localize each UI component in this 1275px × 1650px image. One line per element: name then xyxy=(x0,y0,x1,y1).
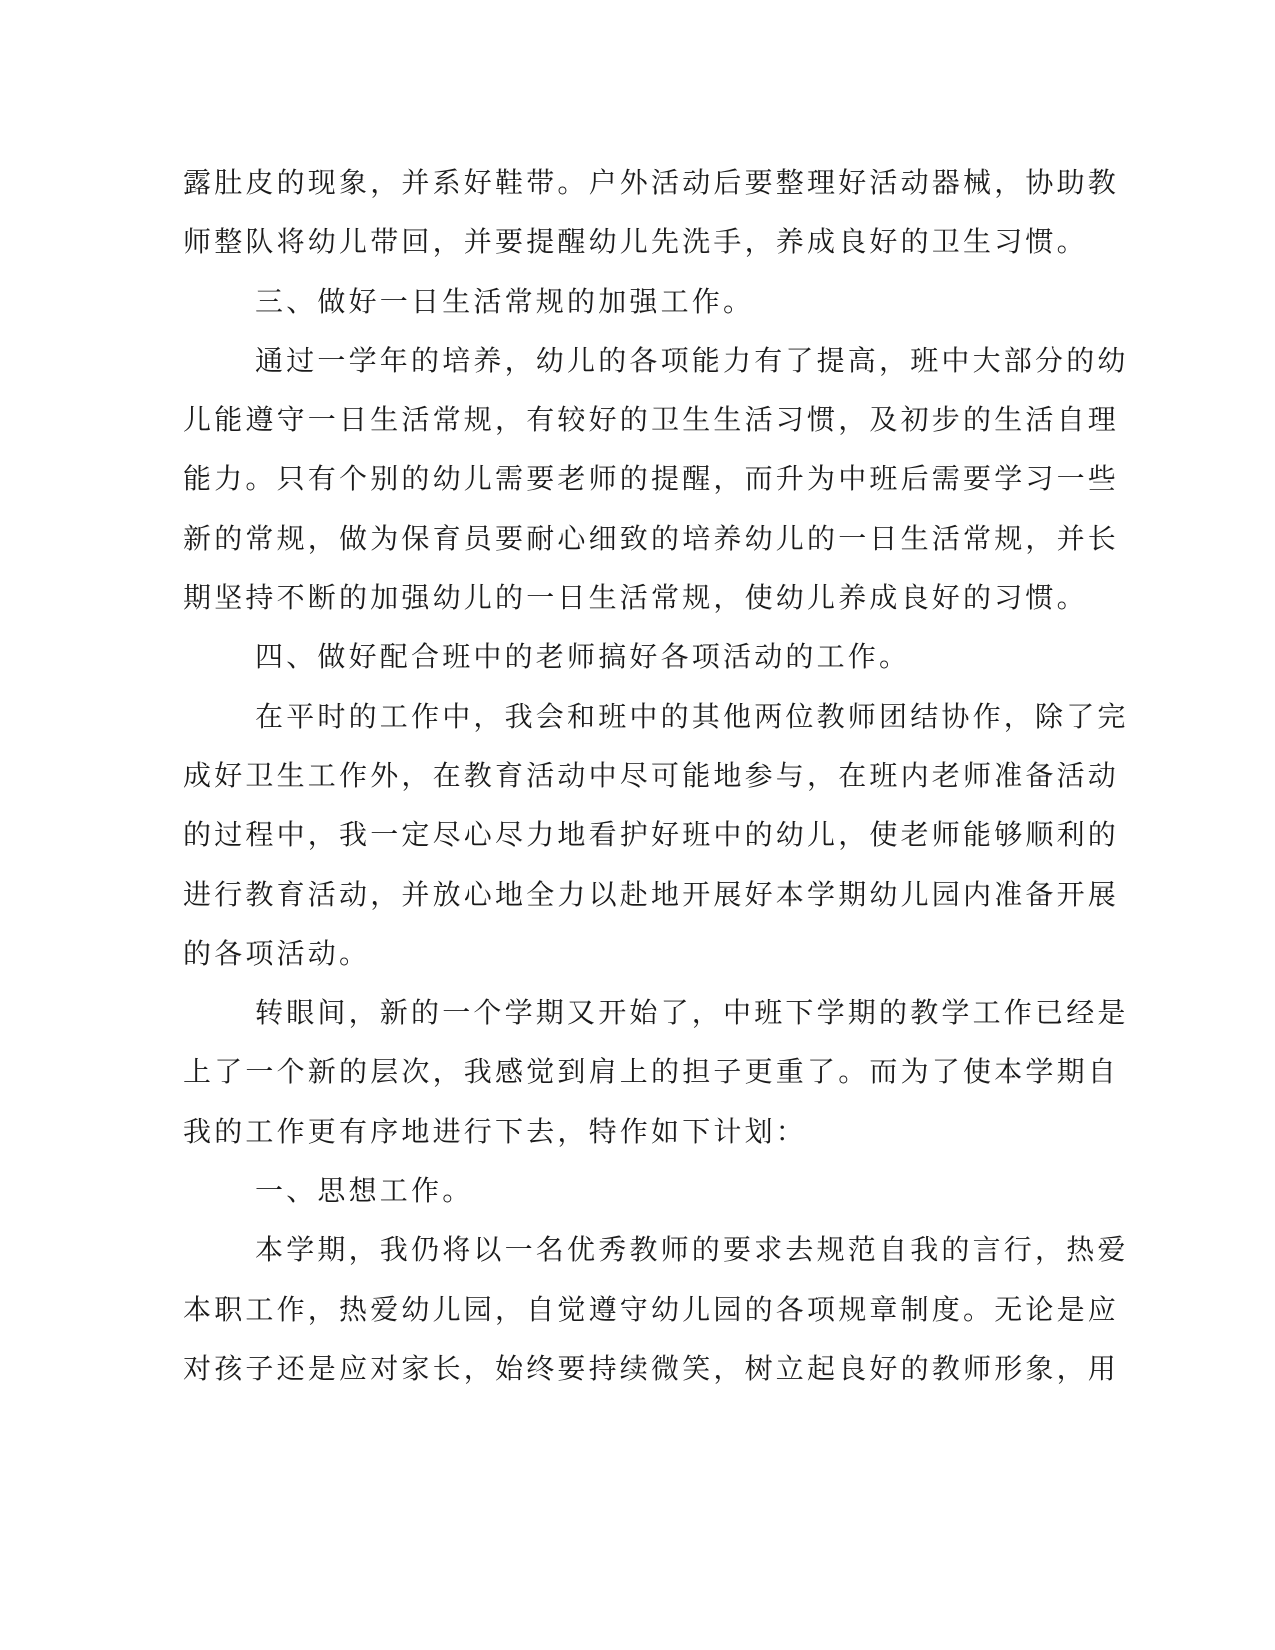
section-heading-3: 三、做好一日生活常规的加强工作。 xyxy=(255,284,755,318)
text-line-15: 转眼间，新的一个学期又开始了，中班下学期的教学工作已经是 xyxy=(255,996,1129,1030)
text-line-17: 我的工作更有序地进行下去，特作如下计划： xyxy=(183,1114,808,1148)
text-line-7: 新的常规，做为保育员要耐心细致的培养幼儿的一日生活常规，并长 xyxy=(183,521,1120,555)
text-line-20: 本职工作，热爱幼儿园，自觉遵守幼儿园的各项规章制度。无论是应 xyxy=(183,1292,1120,1326)
text-line-12: 的过程中，我一定尽心尽力地看护好班中的幼儿，使老师能够顺利的 xyxy=(183,818,1120,852)
text-line-5: 儿能遵守一日生活常规，有较好的卫生生活习惯，及初步的生活自理 xyxy=(183,403,1120,437)
text-line-19: 本学期，我仍将以一名优秀教师的要求去规范自我的言行，热爱 xyxy=(255,1233,1129,1267)
text-line-4: 通过一学年的培养，幼儿的各项能力有了提高，班中大部分的幼 xyxy=(255,343,1129,377)
section-heading-4: 四、做好配合班中的老师搞好各项活动的工作。 xyxy=(255,640,911,674)
text-line-8: 期坚持不断的加强幼儿的一日生活常规，使幼儿养成良好的习惯。 xyxy=(183,581,1088,615)
text-line-21: 对孩子还是应对家长，始终要持续微笑，树立起良好的教师形象，用 xyxy=(183,1351,1120,1385)
text-line-10: 在平时的工作中，我会和班中的其他两位教师团结协作，除了完 xyxy=(255,699,1129,733)
text-line-16: 上了一个新的层次，我感觉到肩上的担子更重了。而为了使本学期自 xyxy=(183,1055,1120,1089)
text-line-13: 进行教育活动，并放心地全力以赴地开展好本学期幼儿园内准备开展 xyxy=(183,877,1120,911)
text-line-1: 露肚皮的现象，并系好鞋带。户外活动后要整理好活动器械，协助教 xyxy=(183,166,1120,199)
text-line-14: 的各项活动。 xyxy=(183,936,371,970)
text-line-6: 能力。只有个别的幼儿需要老师的提醒，而升为中班后需要学习一些 xyxy=(183,462,1120,496)
document-body xyxy=(183,153,1129,1398)
text-line-11: 成好卫生工作外，在教育活动中尽可能地参与，在班内老师准备活动 xyxy=(183,758,1120,792)
text-line-2: 师整队将幼儿带回，并要提醒幼儿先洗手，养成良好的卫生习惯。 xyxy=(183,225,1088,259)
section-heading-1: 一、思想工作。 xyxy=(255,1174,474,1208)
